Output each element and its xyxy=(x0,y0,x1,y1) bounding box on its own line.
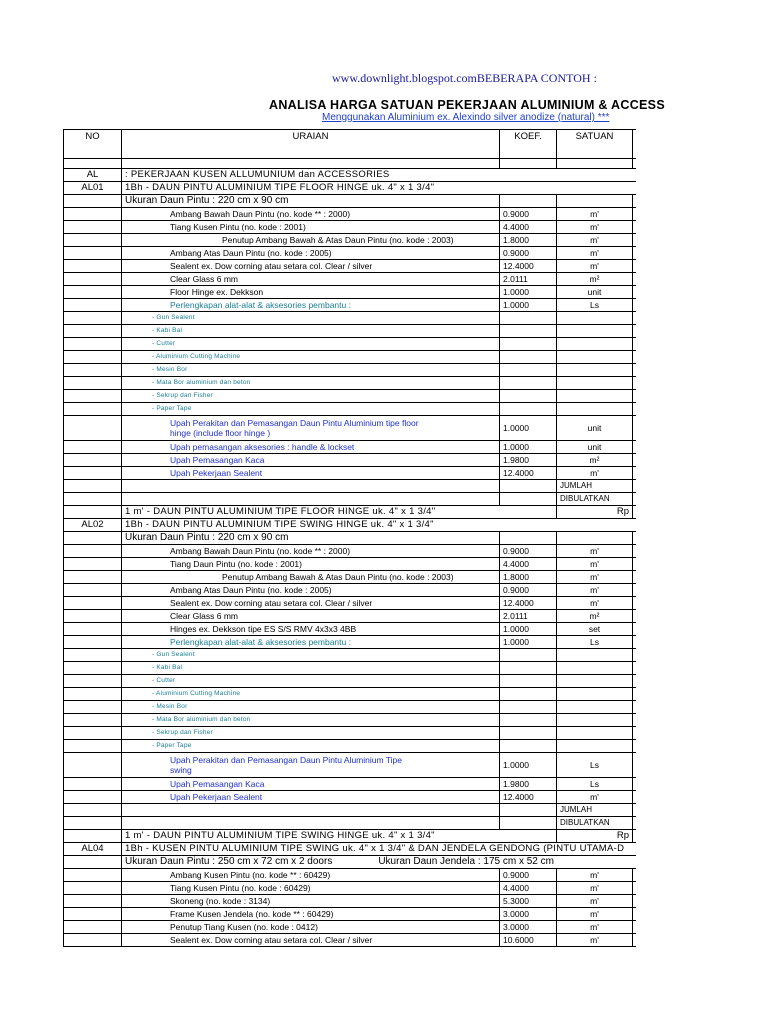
door-size: Ukuran Daun Pintu : 220 cm x 90 cm xyxy=(125,532,289,543)
koef-value: 1.0000 xyxy=(500,299,557,312)
per-unit-row xyxy=(64,830,637,843)
koef-value: 1.8000 xyxy=(500,571,557,584)
labor-name xyxy=(122,791,500,804)
code-cell xyxy=(64,195,122,208)
code-cell xyxy=(64,416,122,441)
labor-name xyxy=(122,441,500,454)
tool-row xyxy=(64,312,637,325)
koef-value: 1.0000 xyxy=(500,416,557,441)
unit-value: m' xyxy=(557,584,633,597)
tool-name: - Kabi Bal xyxy=(122,662,500,675)
labor-name xyxy=(122,454,500,467)
koef-value: 0.9000 xyxy=(500,869,557,882)
code-cell xyxy=(64,286,122,299)
material-name: Tiang Daun Pintu (no. kode : 2001) xyxy=(122,558,500,571)
material-name: Tiang Kusen Pintu (no. kode : 60429) xyxy=(122,882,500,895)
window-size: Ukuran Daun Jendela : 175 cm x 52 cm xyxy=(378,856,554,867)
material-name: Tiang Kusen Pintu (no. kode : 2001) xyxy=(122,221,500,234)
code-cell xyxy=(64,558,122,571)
code-cell xyxy=(64,545,122,558)
labor-name-line1: Upah pemasangan aksesories : handle & lockset xyxy=(170,442,355,452)
labor-row xyxy=(64,791,637,804)
tool-row xyxy=(64,403,637,416)
section-title: : PEKERJAAN KUSEN ALLUMUNIUM dan ACCESSORIES xyxy=(122,169,637,182)
size-row xyxy=(64,532,637,545)
unit-value: Ls xyxy=(557,753,633,778)
code-cell xyxy=(64,597,122,610)
unit-value: m' xyxy=(557,221,633,234)
material-row xyxy=(64,921,637,934)
unit-value: unit xyxy=(557,441,633,454)
koef-value: 10.6000 xyxy=(500,934,557,947)
code-cell xyxy=(64,869,122,882)
labor-row xyxy=(64,416,637,441)
unit-value: m' xyxy=(557,791,633,804)
code-cell xyxy=(64,403,122,416)
unit-value: m' xyxy=(557,597,633,610)
code-cell xyxy=(64,351,122,364)
table-header-row xyxy=(64,130,637,159)
koef-value: 2.0111 xyxy=(500,273,557,286)
labor-row xyxy=(64,441,637,454)
koef-value: 1.0000 xyxy=(500,753,557,778)
material-name: Clear Glass 6 mm xyxy=(122,273,500,286)
labor-name-line2: hinge (include floor hinge ) xyxy=(170,428,271,438)
material-row xyxy=(64,299,637,312)
unit-value: m' xyxy=(557,869,633,882)
material-row xyxy=(64,571,637,584)
material-name: Hinges ex. Dekkson tipe ES S/S RMV 4x3x3 4BB xyxy=(122,623,500,636)
item-code: AL01 xyxy=(64,182,122,195)
tool-row xyxy=(64,701,637,714)
material-name: Floor Hinge ex. Dekkson xyxy=(122,286,500,299)
code-cell xyxy=(64,610,122,623)
unit-value: m' xyxy=(557,895,633,908)
unit-value: m' xyxy=(557,934,633,947)
unit-value: m' xyxy=(557,545,633,558)
code-cell xyxy=(64,636,122,649)
koef-value: 1.9800 xyxy=(500,778,557,791)
koef-value: 4.4000 xyxy=(500,882,557,895)
code-cell xyxy=(64,221,122,234)
code-cell xyxy=(64,856,122,869)
unit-value: m' xyxy=(557,571,633,584)
material-row xyxy=(64,610,637,623)
tool-name: - Aluminium Cutting Machine xyxy=(122,688,500,701)
material-name: Sealent ex. Dow corning atau setara col. Clear / silver xyxy=(122,260,500,273)
code-cell xyxy=(64,675,122,688)
code-cell xyxy=(64,584,122,597)
tool-name: - Aluminium Cutting Machine xyxy=(122,351,500,364)
koef-value: 1.8000 xyxy=(500,234,557,247)
rounded-row xyxy=(64,493,637,506)
labor-name-line1: Upah Pekerjaan Sealent xyxy=(170,792,263,802)
material-name: Sealent ex. Dow corning atau setara col. Clear / silver xyxy=(122,597,500,610)
unit-value: m' xyxy=(557,208,633,221)
code-cell xyxy=(64,934,122,947)
code-cell xyxy=(64,791,122,804)
tool-name: - Sekrup dan Fisher xyxy=(122,390,500,403)
tool-row xyxy=(64,714,637,727)
unit-value: m' xyxy=(557,247,633,260)
material-row xyxy=(64,882,637,895)
unit-value: set xyxy=(557,623,633,636)
koef-value: 1.0000 xyxy=(500,441,557,454)
unit-value: Ls xyxy=(557,778,633,791)
labor-name-line1: Upah Pemasangan Kaca xyxy=(170,779,265,789)
jumlah-label: JUMLAH xyxy=(557,480,633,493)
material-row xyxy=(64,623,637,636)
per-unit-title: 1 m' - DAUN PINTU ALUMINIUM TIPE SWING HINGE uk. 4" x 1 3/4" xyxy=(122,830,557,843)
door-size: Ukuran Daun Pintu : 220 cm x 90 cm xyxy=(125,195,289,206)
tool-name: - Kabi Bal xyxy=(122,325,500,338)
unit-value: m² xyxy=(557,610,633,623)
item-title: 1Bh - DAUN PINTU ALUMINIUM TIPE SWING HINGE uk. 4" x 1 3/4" xyxy=(122,519,637,532)
material-name: Skoneng (no. kode : 3134) xyxy=(122,895,500,908)
code-cell xyxy=(64,688,122,701)
code-cell xyxy=(64,467,122,480)
total-row xyxy=(64,804,637,817)
material-row xyxy=(64,273,637,286)
material-name: Ambang Bawah Daun Pintu (no. kode ** : 2000) xyxy=(122,545,500,558)
material-row xyxy=(64,260,637,273)
code-cell xyxy=(64,714,122,727)
code-cell xyxy=(64,882,122,895)
code-cell xyxy=(64,234,122,247)
koef-value: 12.4000 xyxy=(500,260,557,273)
koef-value: 0.9000 xyxy=(500,247,557,260)
material-row xyxy=(64,545,637,558)
code-cell xyxy=(64,273,122,286)
material-name: Ambang Bawah Daun Pintu (no. kode ** : 2000) xyxy=(122,208,500,221)
code-cell xyxy=(64,804,122,817)
tool-row xyxy=(64,675,637,688)
unit-value: m² xyxy=(557,454,633,467)
code-cell xyxy=(64,753,122,778)
section-code: AL xyxy=(64,169,122,182)
material-row xyxy=(64,558,637,571)
tool-name: - Paper Tape xyxy=(122,740,500,753)
koef-value: 12.4000 xyxy=(500,791,557,804)
tool-name: - Mesin Bor xyxy=(122,701,500,714)
tool-row xyxy=(64,390,637,403)
koef-value: 3.0000 xyxy=(500,921,557,934)
tool-row xyxy=(64,377,637,390)
unit-value: Ls xyxy=(557,636,633,649)
page-title: ANALISA HARGA SATUAN PEKERJAAN ALUMINIUM & ACCESS xyxy=(269,98,665,112)
code-cell xyxy=(64,377,122,390)
koef-value: 12.4000 xyxy=(500,597,557,610)
col-satuan: SATUAN xyxy=(557,130,633,159)
tool-row xyxy=(64,325,637,338)
material-row xyxy=(64,597,637,610)
col-uraian: URAIAN xyxy=(122,130,500,159)
material-name: Ambang Kusen Pintu (no. kode ** : 60429) xyxy=(122,869,500,882)
koef-value: 1.0000 xyxy=(500,286,557,299)
section-row xyxy=(64,169,637,182)
material-row xyxy=(64,934,637,947)
code-cell xyxy=(64,571,122,584)
unit-value: unit xyxy=(557,416,633,441)
koef-value: 12.4000 xyxy=(500,467,557,480)
labor-row xyxy=(64,753,637,778)
material-row xyxy=(64,895,637,908)
labor-name-line1: Upah Pemasangan Kaca xyxy=(170,455,265,465)
code-cell xyxy=(64,441,122,454)
code-cell xyxy=(64,493,122,506)
material-name: Clear Glass 6 mm xyxy=(122,610,500,623)
labor-name xyxy=(122,778,500,791)
tool-name: - Cutter xyxy=(122,338,500,351)
labor-name xyxy=(122,467,500,480)
tool-row xyxy=(64,727,637,740)
unit-value: m' xyxy=(557,260,633,273)
code-cell xyxy=(64,364,122,377)
code-cell xyxy=(64,727,122,740)
code-cell xyxy=(64,895,122,908)
koef-value: 1.0000 xyxy=(500,623,557,636)
koef-value: 4.4000 xyxy=(500,221,557,234)
tool-row xyxy=(64,688,637,701)
tool-row xyxy=(64,649,637,662)
labor-name-line2: swing xyxy=(170,765,192,775)
tool-row xyxy=(64,351,637,364)
size-label xyxy=(122,856,637,869)
code-cell xyxy=(64,338,122,351)
koef-value: 0.9000 xyxy=(500,584,557,597)
material-name: Penutup Ambang Bawah & Atas Daun Pintu (no. kode : 2003) xyxy=(122,571,500,584)
labor-name-line1: Upah Pekerjaan Sealent xyxy=(170,468,263,478)
material-row xyxy=(64,208,637,221)
item-title: 1Bh - KUSEN PINTU ALUMINIUM TIPE SWING uk. 4" x 1 3/4" & DAN JENDELA GENDONG (PINTU UTAMA-D xyxy=(122,843,637,856)
material-name: Ambang Atas Daun Pintu (no. kode : 2005) xyxy=(122,247,500,260)
size-row xyxy=(64,195,637,208)
material-name: Ambang Atas Daun Pintu (no. kode : 2005) xyxy=(122,584,500,597)
spacer-row xyxy=(64,159,637,169)
koef-value: 2.0111 xyxy=(500,610,557,623)
item-title-row xyxy=(64,843,637,856)
code-cell xyxy=(64,480,122,493)
koef-value: 5.3000 xyxy=(500,895,557,908)
material-row xyxy=(64,869,637,882)
size-label xyxy=(122,532,500,545)
code-cell xyxy=(64,532,122,545)
code-cell xyxy=(64,830,122,843)
item-title-row xyxy=(64,519,637,532)
code-cell xyxy=(64,506,122,519)
unit-value: m' xyxy=(557,921,633,934)
code-cell xyxy=(64,662,122,675)
code-cell xyxy=(64,247,122,260)
koef-value: 3.0000 xyxy=(500,908,557,921)
col-koef: KOEF. xyxy=(500,130,557,159)
labor-name-line1: Upah Perakitan dan Pemasangan Daun Pintu Aluminium Tipe xyxy=(170,755,403,765)
material-name: Sealent ex. Dow corning atau setara col. Clear / silver xyxy=(122,934,500,947)
unit-value: unit xyxy=(557,286,633,299)
tool-name: - Gun Sealent xyxy=(122,649,500,662)
price-analysis-table xyxy=(63,129,636,947)
tool-name: - Mata Bor aluminium dan beton xyxy=(122,714,500,727)
header-link[interactable]: www.downlight.blogspot.comBEBERAPA CONTOH : xyxy=(332,71,597,85)
labor-row xyxy=(64,778,637,791)
tool-name: - Mesin Bor xyxy=(122,364,500,377)
labor-row xyxy=(64,467,637,480)
size-row xyxy=(64,856,637,869)
code-cell xyxy=(64,778,122,791)
material-name: Penutup Ambang Bawah & Atas Daun Pintu (no. kode : 2003) xyxy=(122,234,500,247)
tool-name: - Mata Bor aluminium dan beton xyxy=(122,377,500,390)
code-cell xyxy=(64,208,122,221)
koef-value: 1.9800 xyxy=(500,454,557,467)
code-cell xyxy=(64,390,122,403)
code-cell xyxy=(64,260,122,273)
tool-row xyxy=(64,338,637,351)
labor-row xyxy=(64,454,637,467)
tool-name: - Sekrup dan Fisher xyxy=(122,727,500,740)
code-cell xyxy=(64,623,122,636)
code-cell xyxy=(64,908,122,921)
material-row xyxy=(64,234,637,247)
unit-value: m' xyxy=(557,908,633,921)
labor-name-line1: Upah Perakitan dan Pemasangan Daun Pintu Aluminium tipe floor xyxy=(170,418,419,428)
item-code: AL02 xyxy=(64,519,122,532)
material-name: Perlengkapan alat-alat & aksesories pembantu : xyxy=(122,636,500,649)
material-row xyxy=(64,247,637,260)
tool-name: - Gun Sealent xyxy=(122,312,500,325)
per-unit-row xyxy=(64,506,637,519)
door-size: Ukuran Daun Pintu : 250 cm x 72 cm x 2 doors xyxy=(125,856,333,867)
code-cell xyxy=(64,649,122,662)
rounded-row xyxy=(64,817,637,830)
labor-name xyxy=(122,753,500,778)
material-row xyxy=(64,286,637,299)
koef-value: 0.9000 xyxy=(500,545,557,558)
tool-row xyxy=(64,662,637,675)
size-label xyxy=(122,195,500,208)
code-cell xyxy=(64,454,122,467)
item-title-row xyxy=(64,182,637,195)
unit-value: m² xyxy=(557,273,633,286)
tool-row xyxy=(64,364,637,377)
labor-name xyxy=(122,416,500,441)
code-cell xyxy=(64,299,122,312)
koef-value: 4.4000 xyxy=(500,558,557,571)
currency-label: Rp xyxy=(557,830,633,843)
item-title: 1Bh - DAUN PINTU ALUMINIUM TIPE FLOOR HINGE uk. 4" x 1 3/4" xyxy=(122,182,637,195)
material-name: Penutup Tiang Kusen (no. kode : 0412) xyxy=(122,921,500,934)
material-row xyxy=(64,636,637,649)
unit-value: m' xyxy=(557,558,633,571)
unit-value: Ls xyxy=(557,299,633,312)
code-cell xyxy=(64,921,122,934)
tool-name: - Cutter xyxy=(122,675,500,688)
item-code: AL04 xyxy=(64,843,122,856)
koef-value: 1.0000 xyxy=(500,636,557,649)
dibulatkan-label: DIBULATKAN xyxy=(557,493,633,506)
jumlah-label: JUMLAH xyxy=(557,804,633,817)
koef-value: 0.9000 xyxy=(500,208,557,221)
tool-name: - Paper Tape xyxy=(122,403,500,416)
col-no: NO xyxy=(64,130,122,159)
material-row xyxy=(64,584,637,597)
code-cell xyxy=(64,312,122,325)
code-cell xyxy=(64,325,122,338)
unit-value: m' xyxy=(557,882,633,895)
per-unit-title: 1 m' - DAUN PINTU ALUMINIUM TIPE FLOOR HINGE uk. 4" x 1 3/4" xyxy=(122,506,557,519)
material-name: Frame Kusen Jendela (no. kode ** : 60429) xyxy=(122,908,500,921)
unit-value: m' xyxy=(557,234,633,247)
material-row xyxy=(64,908,637,921)
currency-label: Rp xyxy=(557,506,633,519)
material-row xyxy=(64,221,637,234)
code-cell xyxy=(64,817,122,830)
code-cell xyxy=(64,740,122,753)
dibulatkan-label: DIBULATKAN xyxy=(557,817,633,830)
material-name: Perlengkapan alat-alat & aksesories pembantu : xyxy=(122,299,500,312)
unit-value: m' xyxy=(557,467,633,480)
code-cell xyxy=(64,701,122,714)
tool-row xyxy=(64,740,637,753)
page-subtitle[interactable]: Menggunakan Aluminium ex. Alexindo silver anodize (natural) *** xyxy=(322,112,610,123)
total-row xyxy=(64,480,637,493)
